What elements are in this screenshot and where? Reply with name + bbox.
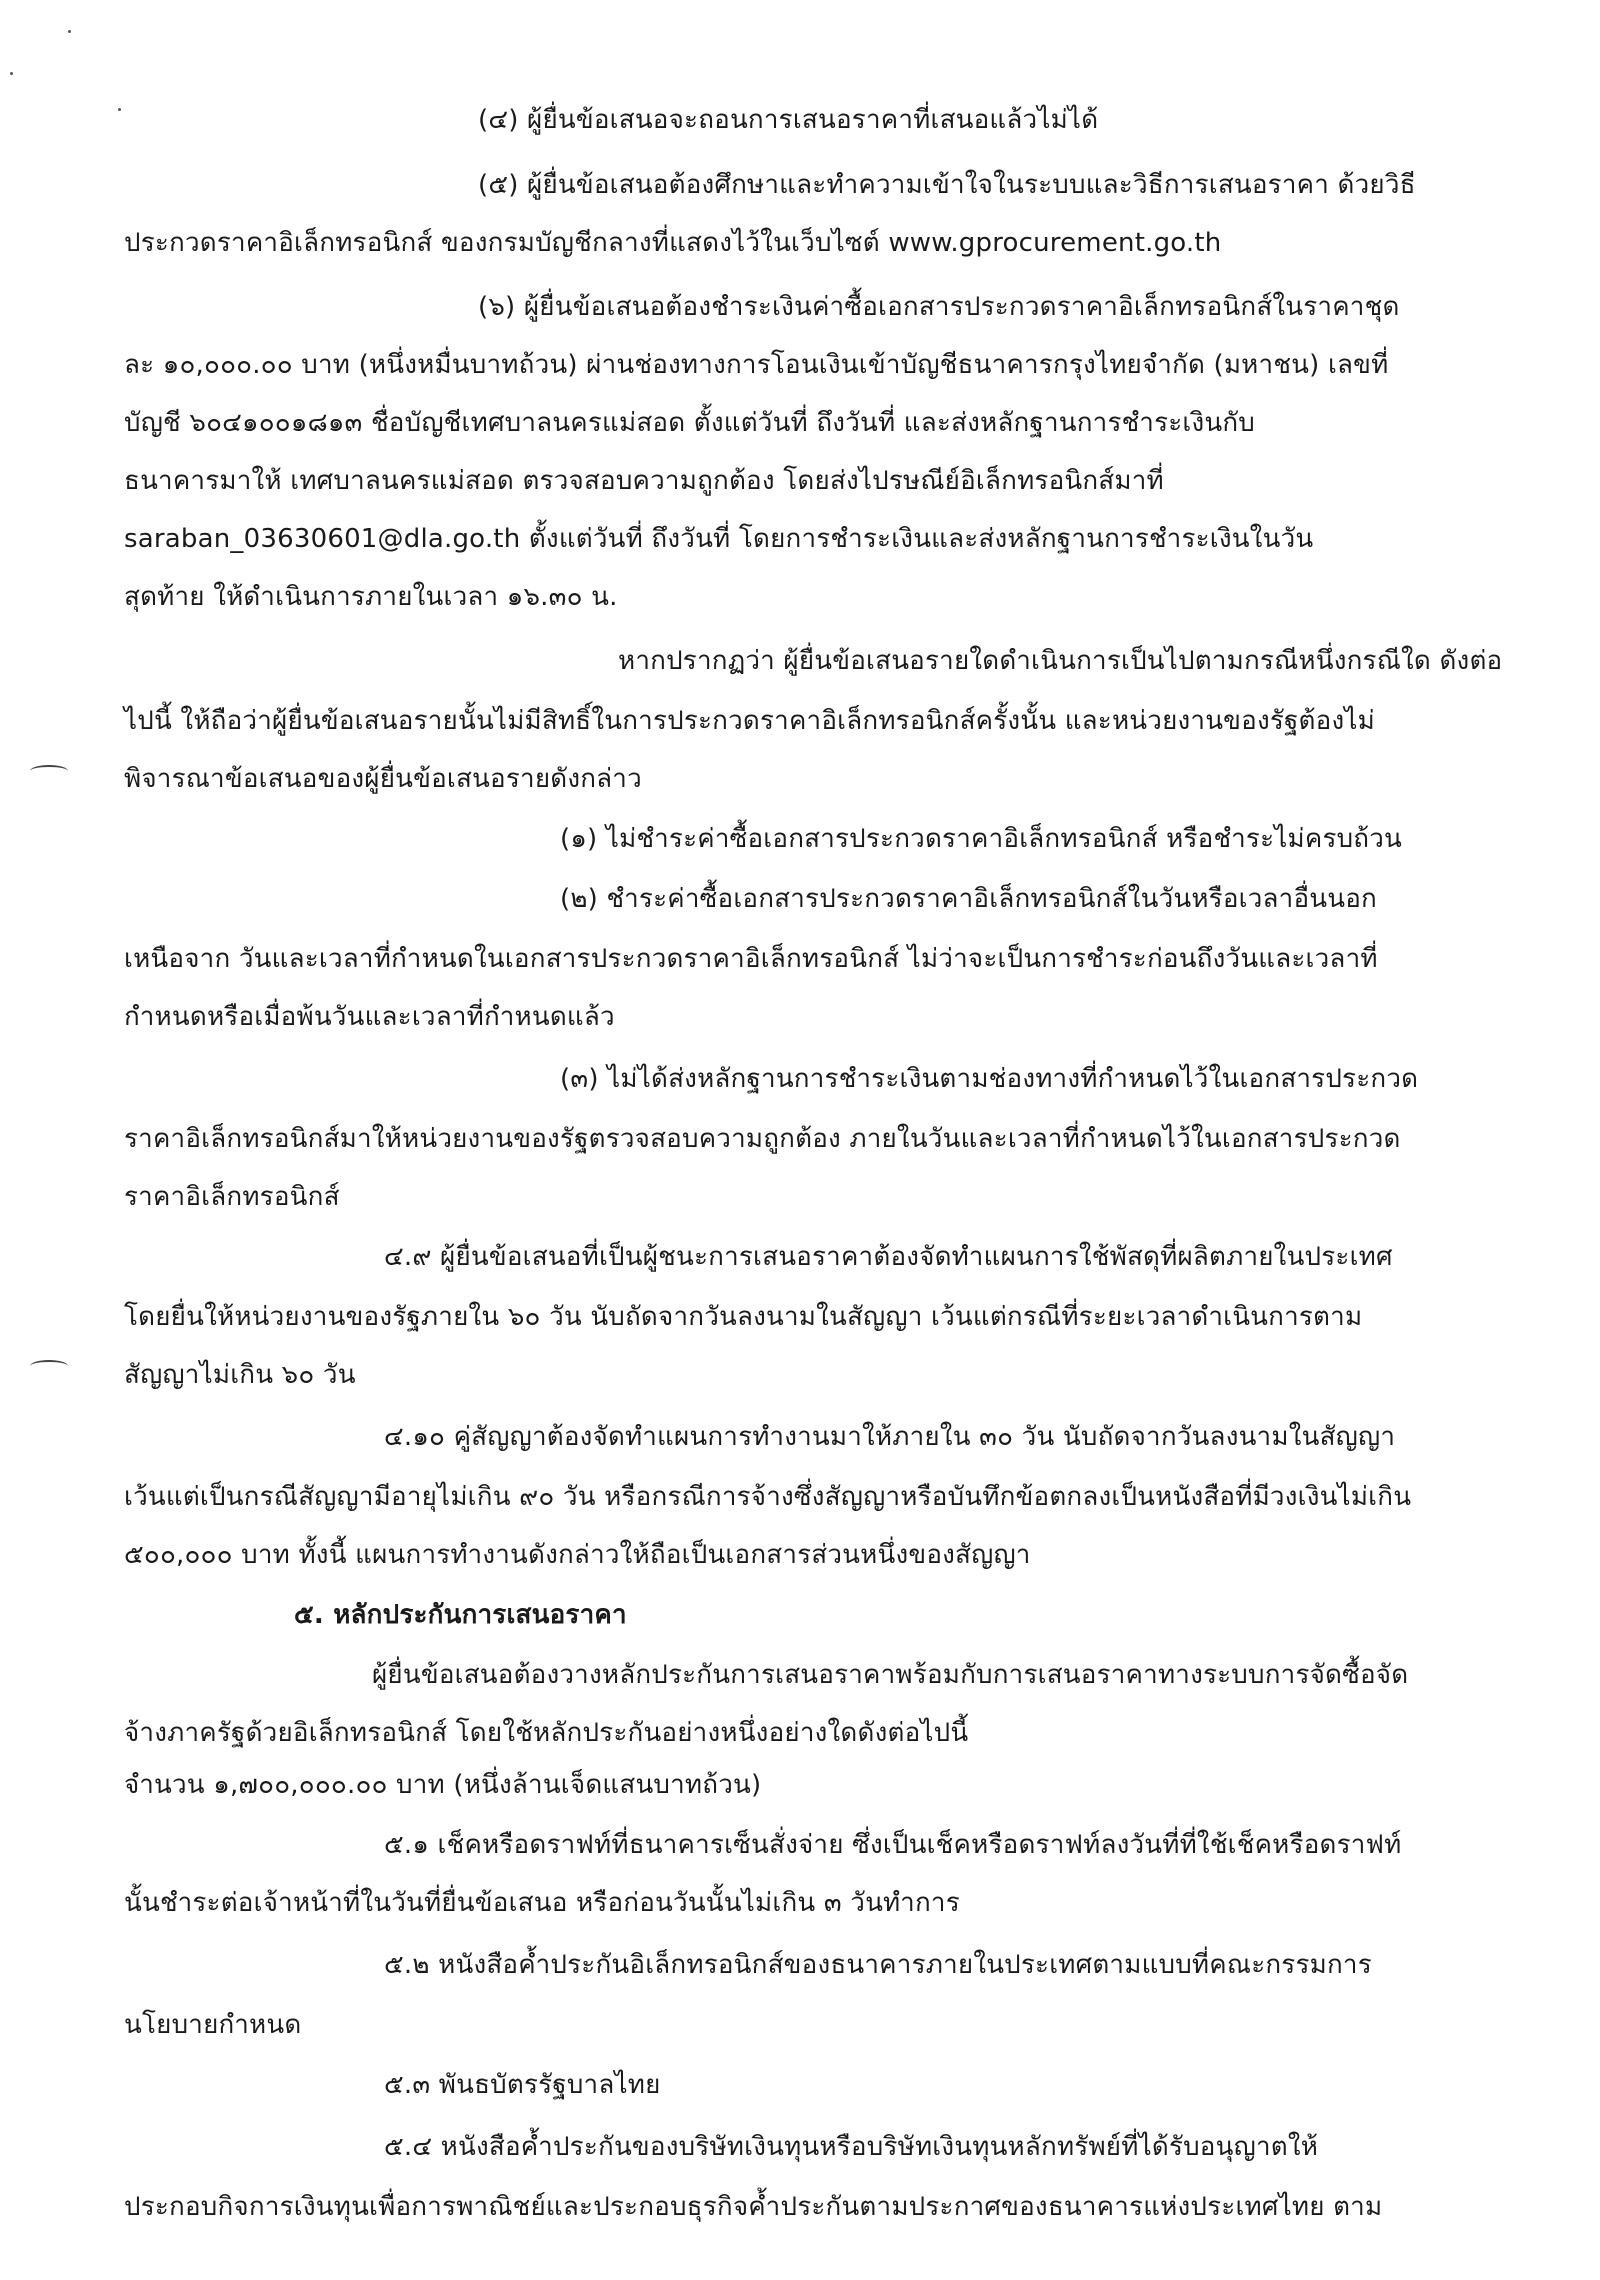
disqualification-intro: หากปรากฏว่า ผู้ยื่นข้อเสนอรายใดดำเนินการเป็นไปตามกรณีหนึ่งกรณีใด ดังต่อ <box>618 646 1503 676</box>
punch-hole-mark <box>30 1360 68 1372</box>
clause-4-10: ๔.๑๐ คู่สัญญาต้องจัดทำแผนการทำงานมาให้ภายใน ๓๐ วัน นับถัดจากวันลงนามในสัญญา <box>384 1422 1396 1452</box>
disqualification-item-2-line-3: กำหนดหรือเมื่อพ้นวันและเวลาที่กำหนดแล้ว <box>124 1002 615 1032</box>
section-5-heading: ๕. หลักประกันการเสนอราคา <box>294 1600 627 1630</box>
clause-4-9: ๔.๙ ผู้ยื่นข้อเสนอที่เป็นผู้ชนะการเสนอราคาต้องจัดทำแผนการใช้พัสดุที่ผลิตภายในประเทศ <box>384 1242 1393 1272</box>
disqualification-item-1: (๑) ไม่ชำระค่าซื้อเอกสารประกวดราคาอิเล็กทรอนิกส์ หรือชำระไม่ครบถ้วน <box>560 824 1403 854</box>
section-5-paragraph: ผู้ยื่นข้อเสนอต้องวางหลักประกันการเสนอราคาพร้อมกับการเสนอราคาทางระบบการจัดซื้อจัด <box>372 1660 1409 1690</box>
clause-5-continued: ประกวดราคาอิเล็กทรอนิกส์ ของกรมบัญชีกลางที่แสดงไว้ในเว็บไซต์ www.gprocurement.go.th <box>124 228 1222 258</box>
punch-hole-mark <box>30 765 68 777</box>
scan-speck <box>10 72 13 75</box>
scan-speck <box>68 30 71 33</box>
clause-6-line-3: บัญชี ๖๐๔๑๐๐๑๘๑๓ ชื่อบัญชีเทศบาลนครแม่สอด ตั้งแต่วันที่ ถึงวันที่ และส่งหลักฐานการชำระเงินกับ <box>124 408 1256 438</box>
clause-5-4: ๕.๔ หนังสือค้ำประกันของบริษัทเงินทุนหรือบริษัทเงินทุนหลักทรัพย์ที่ได้รับอนุญาตให้ <box>384 2132 1319 2162</box>
clause-6-line-4: ธนาคารมาให้ เทศบาลนครแม่สอด ตรวจสอบความถูกต้อง โดยส่งไปรษณีย์อิเล็กทรอนิกส์มาที่ <box>124 466 1164 496</box>
clause-4-9-line-3: สัญญาไม่เกิน ๖๐ วัน <box>124 1360 356 1390</box>
clause-5-4-line-2: ประกอบกิจการเงินทุนเพื่อการพาณิชย์และประกอบธุรกิจค้ำประกันตามประกาศของธนาคารแห่งประเทศไทย ตาม <box>124 2192 1383 2222</box>
disqualification-item-3: (๓) ไม่ได้ส่งหลักฐานการชำระเงินตามช่องทางที่กำหนดไว้ในเอกสารประกวด <box>560 1064 1419 1094</box>
clause-5-3: ๕.๓ พันธบัตรรัฐบาลไทย <box>384 2070 661 2100</box>
disqualification-item-2: (๒) ชำระค่าซื้อเอกสารประกวดราคาอิเล็กทรอนิกส์ในวันหรือเวลาอื่นนอก <box>560 884 1377 914</box>
clause-5-2: ๕.๒ หนังสือค้ำประกันอิเล็กทรอนิกส์ของธนาคารภายในประเทศตามแบบที่คณะกรรมการ <box>384 1950 1372 1980</box>
disqualification-line-3: พิจารณาข้อเสนอของผู้ยื่นข้อเสนอรายดังกล่าว <box>124 764 642 794</box>
clause-4-10-line-3: ๕๐๐,๐๐๐ บาท ทั้งนี้ แผนการทำงานดังกล่าวให้ถือเป็นเอกสารส่วนหนึ่งของสัญญา <box>124 1540 1031 1570</box>
disqualification-item-2-line-2: เหนือจาก วันและเวลาที่กำหนดในเอกสารประกวดราคาอิเล็กทรอนิกส์ ไม่ว่าจะเป็นการชำระก่อนถึงวันและเวลาที่ <box>124 944 1378 974</box>
clause-6-line-6: สุดท้าย ให้ดำเนินการภายในเวลา ๑๖.๓๐ น. <box>124 582 618 612</box>
clause-4-10-line-2: เว้นแต่เป็นกรณีสัญญามีอายุไม่เกิน ๙๐ วัน หรือกรณีการจ้างซึ่งสัญญาหรือบันทึกข้อตกลงเป็นหนังสือที่มีวงเงินไม่เกิน <box>124 1482 1412 1512</box>
clause-5-1-line-2: นั้นชำระต่อเจ้าหน้าที่ในวันที่ยื่นข้อเสนอ หรือก่อนวันนั้นไม่เกิน ๓ วันทำการ <box>124 1888 960 1918</box>
scan-speck <box>118 108 121 111</box>
clause-6-line-2: ละ ๑๐,๐๐๐.๐๐ บาท (หนึ่งหมื่นบาทถ้วน) ผ่านช่องทางการโอนเงินเข้าบัญชีธนาคารกรุงไทยจำกัด (มหาชน) เลขที่ <box>124 350 1389 380</box>
clause-5-1: ๕.๑ เช็คหรือดราฟท์ที่ธนาคารเซ็นสั่งจ่าย ซึ่งเป็นเช็คหรือดราฟท์ลงวันที่ที่ใช้เช็คหรือดราฟท์ <box>384 1830 1402 1860</box>
disqualification-item-3-line-2: ราคาอิเล็กทรอนิกส์มาให้หน่วยงานของรัฐตรวจสอบความถูกต้อง ภายในวันและเวลาที่กำหนดไว้ในเอกสารประกวด <box>124 1124 1401 1154</box>
clause-5-2-line-2: นโยบายกำหนด <box>124 2010 302 2040</box>
clause-4-9-line-2: โดยยื่นให้หน่วยงานของรัฐภายใน ๖๐ วัน นับถัดจากวันลงนามในสัญญา เว้นแต่กรณีที่ระยะเวลาดำเนินการตาม <box>124 1302 1363 1332</box>
disqualification-line-2: ไปนี้ ให้ถือว่าผู้ยื่นข้อเสนอรายนั้นไม่มีสิทธิ์ในการประกวดราคาอิเล็กทรอนิกส์ครั้งนั้น และหน่วยงานของรัฐต้องไม่ <box>124 706 1375 736</box>
guarantee-amount: จำนวน ๑,๗๐๐,๐๐๐.๐๐ บาท (หนึ่งล้านเจ็ดแสนบาทถ้วน) <box>124 1770 762 1800</box>
clause-5-study-system: (๕) ผู้ยื่นข้อเสนอต้องศึกษาและทำความเข้าใจในระบบและวิธีการเสนอราคา ด้วยวิธี <box>478 170 1416 200</box>
section-5-paragraph-line-2: จ้างภาครัฐด้วยอิเล็กทรอนิกส์ โดยใช้หลักประกันอย่างหนึ่งอย่างใดดังต่อไปนี้ <box>124 1718 969 1748</box>
clause-4-withdrawal: (๔) ผู้ยื่นข้อเสนอจะถอนการเสนอราคาที่เสนอแล้วไม่ได้ <box>478 105 1099 135</box>
clause-6-payment: (๖) ผู้ยื่นข้อเสนอต้องชำระเงินค่าซื้อเอกสารประกวดราคาอิเล็กทรอนิกส์ในราคาชุด <box>478 292 1400 322</box>
disqualification-item-3-line-3: ราคาอิเล็กทรอนิกส์ <box>124 1182 340 1212</box>
clause-6-line-5: saraban_03630601@dla.go.th ตั้งแต่วันที่ ถึงวันที่ โดยการชำระเงินและส่งหลักฐานการชำระเงินในวัน <box>124 524 1314 554</box>
